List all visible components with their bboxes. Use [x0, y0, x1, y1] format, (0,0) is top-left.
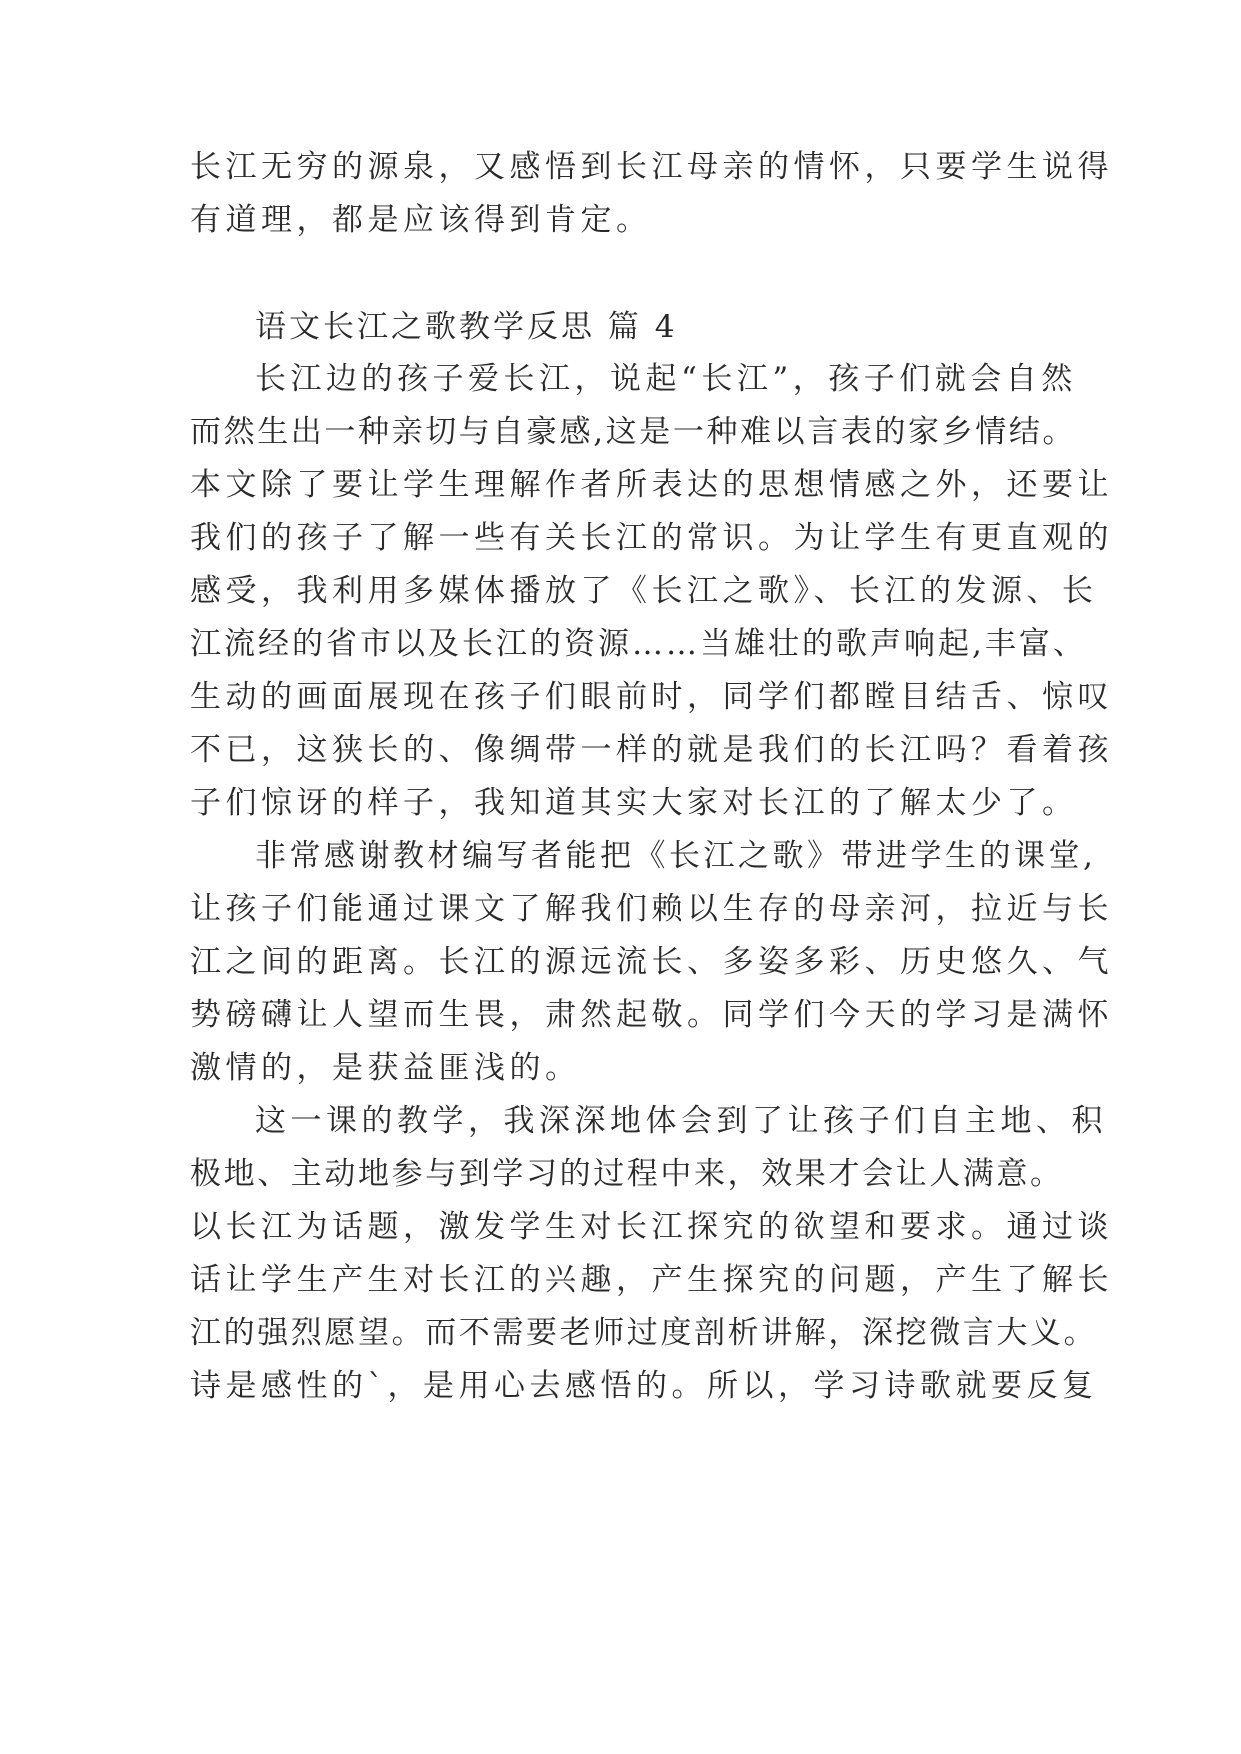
paragraph-line: 让孩子们能通过课文了解我们赖以生存的母亲河，拉近与长: [190, 891, 1113, 927]
paragraph-line: 这一课的教学，我深深地体会到了让孩子们自主地、积: [255, 1103, 1107, 1139]
paragraph-line: 不已，这狭长的、像绸带一样的就是我们的长江吗？看着孩: [190, 732, 1113, 768]
paragraph-line: 感受，我利用多媒体播放了《长江之歌》、长江的发源、长: [190, 573, 1098, 609]
paragraph-line: 势磅礴让人望而生畏，肃然起敬。同学们今天的学习是满怀: [190, 997, 1113, 1033]
paragraph-line: 极地、主动地参与到学习的过程中来，效果才会让人满意。: [190, 1156, 1064, 1192]
paragraph-line: 江的强烈愿望。而不需要老师过度剖析讲解，深挖微言大义。: [190, 1315, 1098, 1351]
paragraph-line: 话让学生产生对长江的兴趣，产生探究的问题，产生了解长: [190, 1262, 1113, 1298]
paragraph-line: 本文除了要让学生理解作者所表达的思想情感之外，还要让: [190, 467, 1113, 503]
section-heading: 语文长江之歌教学反思 篇 4: [255, 309, 678, 345]
paragraph-line: 江之间的距离。长江的源远流长、多姿多彩、历史悠久、气: [190, 944, 1113, 980]
paragraph-line: 我们的孩子了解一些有关长江的常识。为让学生有更直观的: [190, 520, 1113, 556]
paragraph-line: 诗是感性的`，是用心去感悟的。所以，学习诗歌就要反复: [190, 1368, 1098, 1404]
paragraph-line: 长江无穷的源泉，又感悟到长江母亲的情怀，只要学生说得: [190, 149, 1113, 185]
paragraph-line: 生动的画面展现在孩子们眼前时，同学们都瞠目结舌、惊叹: [190, 679, 1113, 715]
paragraph-line: 子们惊讶的样子，我知道其实大家对长江的了解太少了。: [190, 785, 1078, 821]
paragraph-line: 长江边的孩子爱长江，说起“长江”，孩子们就会自然: [255, 361, 1077, 397]
paragraph-line: 有道理，都是应该得到肯定。: [190, 202, 652, 238]
paragraph-line: 非常感谢教材编写者能把《长江之歌》带进学生的课堂,: [255, 838, 1097, 874]
paragraph-line: 而然生出一种亲切与自豪感,这是一种难以言表的家乡情结。: [190, 414, 1077, 450]
paragraph-line: 激情的，是获益匪浅的。: [190, 1050, 581, 1086]
paragraph-line: 江流经的省市以及长江的资源……当雄壮的歌声响起,丰富、: [190, 626, 1087, 662]
paragraph-line: 以长江为话题，激发学生对长江探究的欲望和要求。通过谈: [190, 1209, 1113, 1245]
